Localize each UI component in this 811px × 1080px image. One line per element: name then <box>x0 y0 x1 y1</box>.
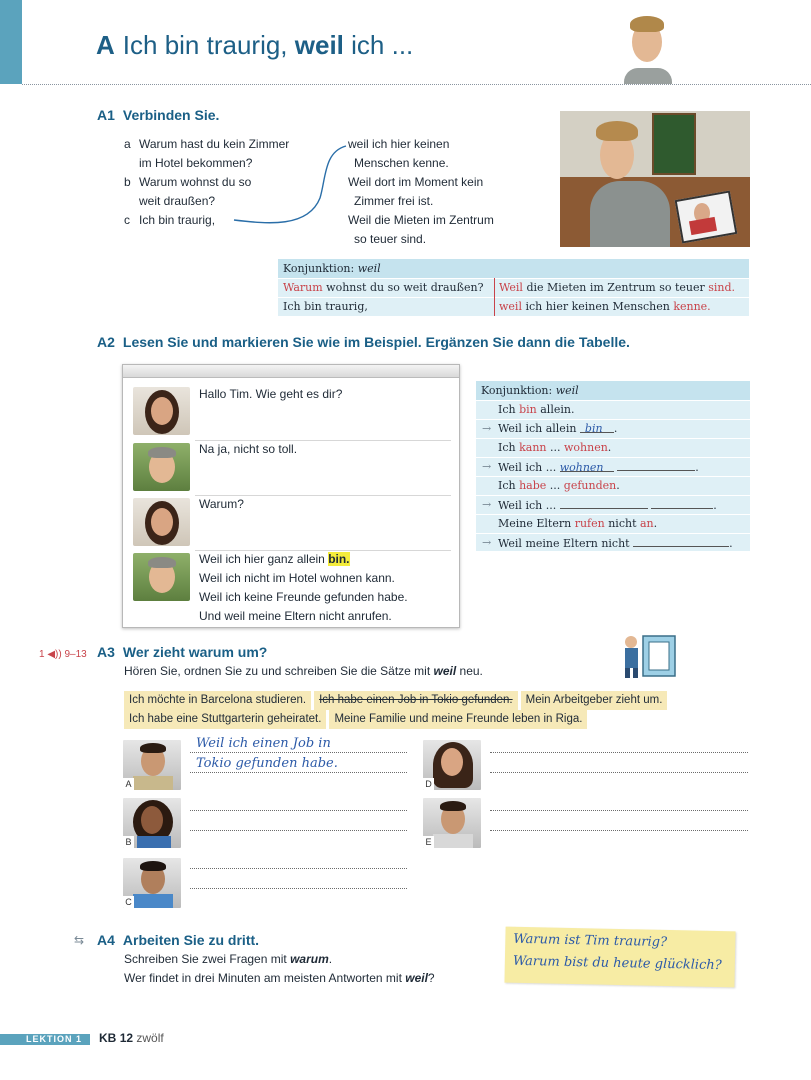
sentence-chip[interactable]: Mein Arbeitgeber zieht um. <box>521 691 668 710</box>
header-photo-tim <box>622 8 674 84</box>
chat-message-4: Weil ich hier ganz allein bin. Weil ich nicht im Hotel wohnen kann. Weil ich keine Freunde gefunden habe. Und weil meine Eltern nicht anrufen. <box>199 552 408 623</box>
writing-line[interactable] <box>190 830 407 831</box>
a2-conjunction-table <box>476 381 750 551</box>
header-teal-bar <box>0 0 22 84</box>
konj-table-header: Konjunktion: weil <box>278 259 749 279</box>
a2-row-5: Ich habe ... gefunden. <box>476 476 750 496</box>
a1-konjunktion-table <box>278 259 749 317</box>
highlight-bin: bin. <box>328 552 350 566</box>
chat-window <box>122 364 460 628</box>
a2-heading: A2 Lesen Sie und markieren Sie wie im Beispiel. Ergänzen Sie dann die Tabelle. <box>97 334 630 350</box>
a2-table-header: Konjunktion: weil <box>476 381 750 401</box>
a4-instructions: Schreiben Sie zwei Fragen mit warum. Wer findet in drei Minuten am meisten Antworten mit weil? <box>124 952 435 985</box>
group-work-icon: ⇆ <box>74 933 85 947</box>
section-letter: A <box>96 30 115 60</box>
chat-message-2: Na ja, nicht so toll. <box>199 442 298 456</box>
a3-instruction: Hören Sie, ordnen Sie zu und schreiben Sie die Sätze mit weil neu. <box>124 664 483 678</box>
arrow-icon: → <box>482 460 492 473</box>
sentence-chip-used[interactable]: Ich habe einen Job in Tokio gefunden. <box>314 691 518 710</box>
writing-line[interactable] <box>190 810 407 811</box>
a2-row-8: → Weil meine Eltern nicht . <box>476 533 750 553</box>
a1-connecting-line <box>228 138 352 228</box>
a3-heading: A3 Wer zieht warum um? <box>97 644 268 660</box>
a4-heading: A4 Arbeiten Sie zu dritt. <box>97 932 260 948</box>
footer-lektion-label: LEKTION 1 <box>26 1034 83 1044</box>
moving-illustration <box>617 630 679 680</box>
avatar-woman <box>133 498 190 546</box>
a1-left-column: a Warum hast du kein Zimmer im Hotel bekommen? b Warum wohnst du so weit draußen? c Ich bin traurig, <box>124 135 289 230</box>
a1-right-column: weil ich hier keinen Menschen kenne. Weil dort im Moment kein Zimmer frei ist. Weil die Mieten im Zentrum so teuer sind. <box>348 137 494 246</box>
writing-line[interactable] <box>190 772 407 773</box>
sentence-chip[interactable]: Meine Familie und meine Freunde leben in Riga. <box>329 710 587 729</box>
a2-row-3: Ich kann ... wohnen. <box>476 438 750 458</box>
writing-line[interactable] <box>190 752 407 753</box>
a1-photo-tim-tablet <box>560 111 750 247</box>
avatar-man <box>133 553 190 601</box>
chat-titlebar <box>123 365 459 378</box>
writing-line[interactable] <box>490 772 748 773</box>
handwritten-answer-line-2: Tokio gefunden habe. <box>196 756 338 771</box>
a1-heading: A1 Verbinden Sie. <box>97 107 220 123</box>
sticky-note: Warum ist Tim traurig? Warum bist du heute glücklich? <box>504 927 735 988</box>
arrow-icon: → <box>482 422 492 435</box>
writing-line[interactable] <box>490 752 748 753</box>
writing-line[interactable] <box>490 810 748 811</box>
a2-row-2: → Weil ich allein bin . <box>476 419 750 439</box>
a1-item-c: c Ich bin traurig, <box>124 213 216 227</box>
writing-line[interactable] <box>190 868 407 869</box>
chat-message-3: Warum? <box>199 497 244 511</box>
person-photo-e: E <box>423 798 481 848</box>
a3-sentence-chips-row-2 <box>124 709 590 729</box>
a2-row-7: Meine Eltern rufen nicht an. <box>476 514 750 534</box>
sentence-chip[interactable]: Ich habe eine Stuttgarterin geheiratet. <box>124 710 326 729</box>
a1-item-b: b Warum wohnst du so <box>124 175 252 189</box>
arrow-icon: → <box>482 536 492 549</box>
page-title: A Ich bin traurig, weil ich ... <box>96 30 414 60</box>
avatar-man <box>133 443 190 491</box>
arrow-icon: → <box>482 498 492 511</box>
audio-track-icon[interactable]: 1 ◀)) 9–13 <box>39 649 87 660</box>
writing-line[interactable] <box>490 830 748 831</box>
a1-item-a: a Warum hast du kein Zimmer <box>124 137 290 151</box>
sentence-chip[interactable]: Ich möchte in Barcelona studieren. <box>124 691 311 710</box>
avatar-woman <box>133 387 190 435</box>
a2-row-4: → Weil ich ... wohnen . <box>476 457 750 477</box>
konj-row-2: Ich bin traurig, weil ich hier keinen Menschen kenne. <box>278 297 749 317</box>
handwritten-answer-line-1: Weil ich einen Job in <box>196 736 331 751</box>
person-photo-c: C <box>123 858 181 908</box>
person-photo-b: B <box>123 798 181 848</box>
konj-row-1: Warum wohnst du so weit draußen? Weil die Mieten im Zentrum so teuer sind. <box>278 278 749 298</box>
person-photo-d: D <box>423 740 481 790</box>
writing-line[interactable] <box>190 888 407 889</box>
chat-message-1: Hallo Tim. Wie geht es dir? <box>199 387 343 401</box>
person-photo-a: A <box>123 740 181 790</box>
a2-row-6: → Weil ich ... . <box>476 495 750 515</box>
a3-sentence-chips-row-1 <box>124 690 670 710</box>
a2-row-1: Ich bin allein. <box>476 400 750 420</box>
footer-page-number: KB 12 zwölf <box>99 1031 164 1045</box>
header-divider <box>22 84 811 85</box>
